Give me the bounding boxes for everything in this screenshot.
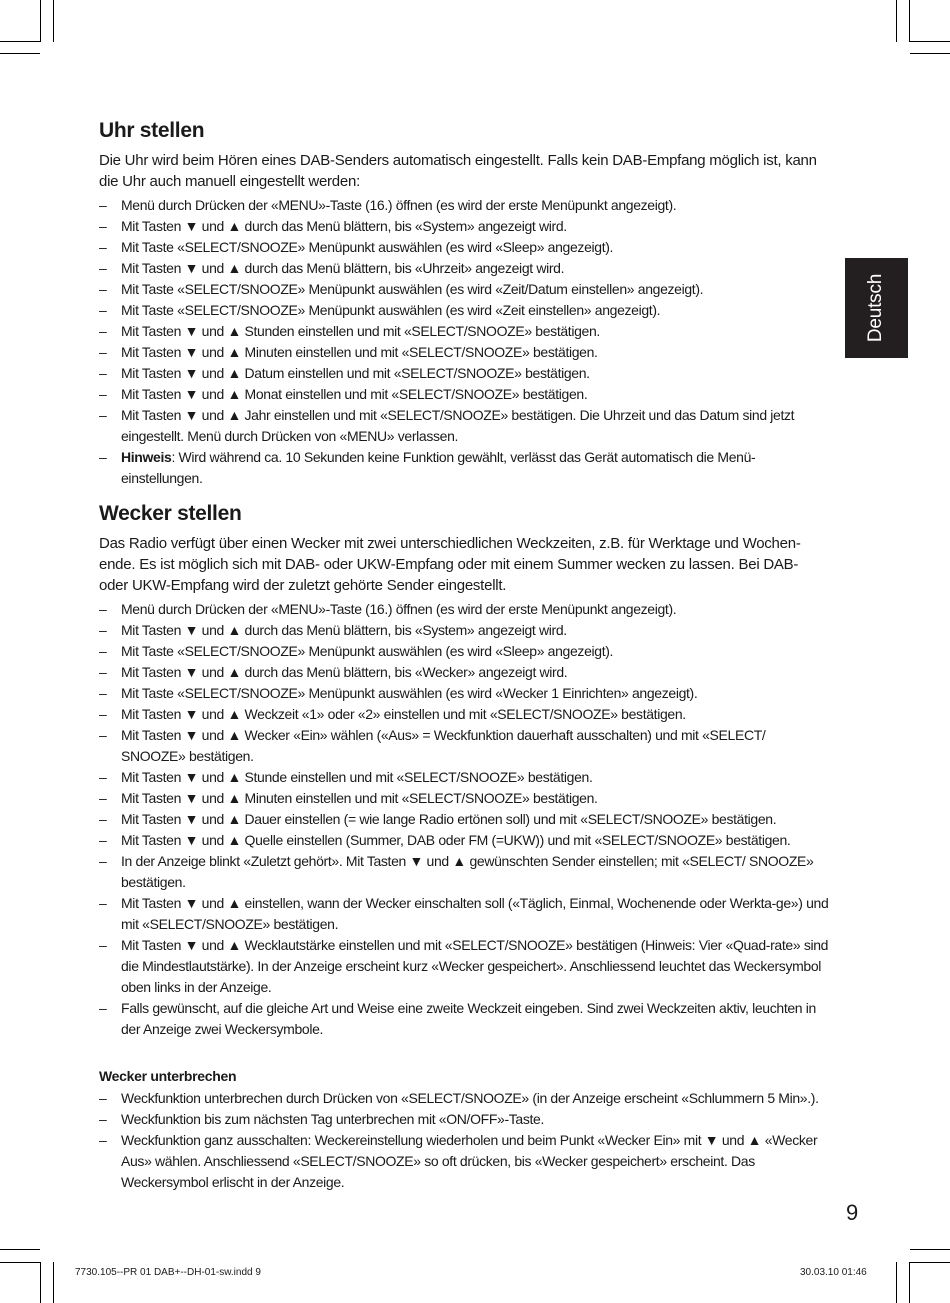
crop-mark xyxy=(40,1262,41,1303)
crop-mark xyxy=(0,1249,40,1250)
list-item: – Mit Tasten ▼ und ▲ durch das Menü blättern, bis «Uhrzeit» angezeigt wird. xyxy=(99,260,565,276)
subsection-title-wecker-unterbrechen: Wecker unterbrechen xyxy=(99,1068,237,1084)
list-item: – Mit Tasten ▼ und ▲ Minuten einstellen und mit «SELECT/SNOOZE» bestätigen. xyxy=(99,790,598,806)
list-item: – Mit Tasten ▼ und ▲ durch das Menü blättern, bis «System» angezeigt wird. xyxy=(99,622,567,638)
note-text: : Wird während ca. 10 Sekunden keine Funktion gewählt, verlässt das Gerät automatisch die Menü-einstellungen. xyxy=(121,449,756,486)
note-item: – Hinweis: Wird während ca. 10 Sekunden keine Funktion gewählt, verlässt das Gerät automatisch die Menü-einstellungen. xyxy=(99,449,756,486)
list-item: – Mit Tasten ▼ und ▲ durch das Menü blättern, bis «Wecker» angezeigt wird. xyxy=(99,664,568,680)
section-intro: Die Uhr wird beim Hören eines DAB-Senders automatisch eingestellt. Falls kein DAB-Empfang möglich ist, kann die Uhr auch manuell eingestellt werden: xyxy=(99,152,817,190)
crop-mark xyxy=(53,1262,54,1303)
list-item: – Mit Tasten ▼ und ▲ Stunde einstellen und mit «SELECT/SNOOZE» bestätigen. xyxy=(99,769,593,785)
crop-mark xyxy=(0,53,40,54)
crop-mark xyxy=(53,0,54,42)
crop-mark xyxy=(910,1249,950,1250)
step-list xyxy=(99,195,829,489)
step-list xyxy=(99,599,829,1040)
list-item: – Mit Tasten ▼ und ▲ Wecker «Ein» wählen («Aus» = Weckfunktion dauerhaft ausschalten) und mit «SELECT/ SNOOZE» bestätigen. xyxy=(99,727,766,764)
crop-mark xyxy=(909,0,910,42)
section-title-uhr-stellen: Uhr stellen xyxy=(99,119,205,142)
language-tab xyxy=(845,258,908,358)
crop-mark xyxy=(40,0,41,42)
page-content xyxy=(99,118,829,1193)
crop-mark xyxy=(0,1262,40,1263)
crop-mark xyxy=(896,0,897,42)
list-item: – Mit Tasten ▼ und ▲ Stunden einstellen und mit «SELECT/SNOOZE» bestätigen. xyxy=(99,323,600,339)
print-slug-date: 30.03.10 01:46 xyxy=(800,1267,867,1278)
list-item: – Mit Taste «SELECT/SNOOZE» Menüpunkt auswählen (es wird «Wecker 1 Einrichten» angezeigt). xyxy=(99,685,698,701)
list-item: – Menü durch Drücken der «MENU»-Taste (16.) öffnen (es wird der erste Menüpunkt angezeigt). xyxy=(99,601,677,617)
step-list xyxy=(99,1088,829,1193)
crop-mark xyxy=(896,1262,897,1303)
print-slug-file: 7730.105--PR 01 DAB+--DH-01-sw.indd 9 xyxy=(75,1267,261,1278)
list-item: – Weckfunktion ganz ausschalten: Weckereinstellung wiederholen und beim Punkt «Wecker Ein» mit ▼ und ▲ «Wecker Aus» wählen. Anschliessend «SELECT/SNOOZE» so oft drücken, bis «Wecker gespeichert» erscheint. Das Weckersymbol erlischt in der Anzeige. xyxy=(99,1132,818,1190)
language-tab-label: Deutsch xyxy=(865,273,887,343)
section-title-wecker-stellen: Wecker stellen xyxy=(99,502,242,525)
list-item: – Weckfunktion bis zum nächsten Tag unterbrechen mit «ON/OFF»-Taste. xyxy=(99,1111,545,1127)
crop-mark xyxy=(0,41,40,42)
list-item: – Mit Tasten ▼ und ▲ Datum einstellen und mit «SELECT/SNOOZE» bestätigen. xyxy=(99,365,590,381)
list-item: – Weckfunktion unterbrechen durch Drücken von «SELECT/SNOOZE» (in der Anzeige erscheint «Schlummern 5 Min».). xyxy=(99,1090,819,1106)
crop-mark xyxy=(909,1262,910,1303)
list-item: – Falls gewünscht, auf die gleiche Art und Weise eine zweite Weckzeit eingeben. Sind zwei Weckzeiten aktiv, leuchten in der Anzeige zwei Weckersymbole. xyxy=(99,1000,816,1037)
list-item: – Menü durch Drücken der «MENU»-Taste (16.) öffnen (es wird der erste Menüpunkt angezeigt). xyxy=(99,197,677,213)
list-item: – Mit Tasten ▼ und ▲ einstellen, wann der Wecker einschalten soll («Täglich, Einmal, Wochenende oder Werkta-ge») und mit «SELECT/SNOOZE» bestätigen. xyxy=(99,895,829,932)
list-item: – Mit Tasten ▼ und ▲ Jahr einstellen und mit «SELECT/SNOOZE» bestätigen. Die Uhrzeit und das Datum sind jetzt eingestellt. Menü durch Drücken von «MENU» verlassen. xyxy=(99,407,795,444)
list-item: – Mit Tasten ▼ und ▲ Monat einstellen und mit «SELECT/SNOOZE» bestätigen. xyxy=(99,386,588,402)
list-item: – Mit Tasten ▼ und ▲ Dauer einstellen (= wie lange Radio ertönen soll) und mit «SELECT/SNOOZE» bestätigen. xyxy=(99,811,777,827)
note-label: Hinweis xyxy=(121,449,172,465)
list-item: – In der Anzeige blinkt «Zuletzt gehört». Mit Tasten ▼ und ▲ gewünschten Sender einstellen; mit «SELECT/ SNOOZE» bestätigen. xyxy=(99,853,814,890)
section-intro: Das Radio verfügt über einen Wecker mit zwei unterschiedlichen Weckzeiten, z.B. für Werktage und Wochen-ende. Es ist möglich sich mit DAB- oder UKW-Empfang oder mit einem Summer wecken zu lassen. Bei DAB- oder UKW-Empfang wird der zuletzt gehörte Sender eingestellt. xyxy=(99,535,801,594)
list-item: – Mit Tasten ▼ und ▲ Quelle einstellen (Summer, DAB oder FM (=UKW)) und mit «SELECT/SNOOZE» bestätigen. xyxy=(99,832,791,848)
list-item: – Mit Taste «SELECT/SNOOZE» Menüpunkt auswählen (es wird «Zeit/Datum einstellen» angezeigt). xyxy=(99,281,704,297)
list-item: – Mit Tasten ▼ und ▲ Minuten einstellen und mit «SELECT/SNOOZE» bestätigen. xyxy=(99,344,598,360)
crop-mark xyxy=(910,41,950,42)
list-item: – Mit Tasten ▼ und ▲ Wecklautstärke einstellen und mit «SELECT/SNOOZE» bestätigen (Hinweis: Vier «Quad-rate» sind die Mindestlautstärke). In der Anzeige erscheint kurz «Wecker gespeichert». Anschliessend leuchtet das Weckersymbol oben links in der Anzeige. xyxy=(99,937,829,995)
list-item: – Mit Taste «SELECT/SNOOZE» Menüpunkt auswählen (es wird «Sleep» angezeigt). xyxy=(99,239,614,255)
crop-mark xyxy=(910,1262,950,1263)
list-item: – Mit Taste «SELECT/SNOOZE» Menüpunkt auswählen (es wird «Zeit einstellen» angezeigt). xyxy=(99,302,661,318)
list-item: – Mit Tasten ▼ und ▲ durch das Menü blättern, bis «System» angezeigt wird. xyxy=(99,218,567,234)
page-number: 9 xyxy=(846,1200,859,1225)
list-item: – Mit Taste «SELECT/SNOOZE» Menüpunkt auswählen (es wird «Sleep» angezeigt). xyxy=(99,643,614,659)
crop-mark xyxy=(910,53,950,54)
list-item: – Mit Tasten ▼ und ▲ Weckzeit «1» oder «2» einstellen und mit «SELECT/SNOOZE» bestätigen. xyxy=(99,706,686,722)
